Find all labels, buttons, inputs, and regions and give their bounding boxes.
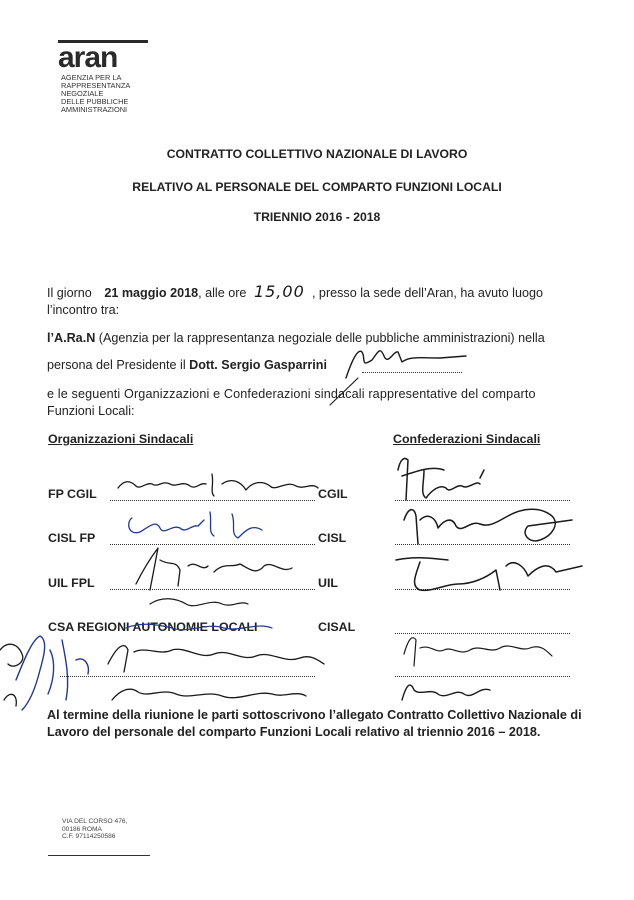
org-signature-line <box>60 676 315 677</box>
org-label-cisl-fp: CISL FP <box>48 531 96 545</box>
footer-divider <box>48 855 150 856</box>
org-signature-line <box>110 544 315 545</box>
agency-line: AMMINISTRAZIONI <box>61 105 128 114</box>
meeting-date: 21 maggio 2018 <box>104 286 199 300</box>
org-label-uil-fpl: UIL FPL <box>48 576 95 590</box>
conf-label-cisal: CISAL <box>318 620 356 634</box>
president-signature-line <box>362 372 462 373</box>
signature-cisl-fp <box>129 512 262 538</box>
document-title-line-2: RELATIVO AL PERSONALE DEL COMPARTO FUNZIONI LOCALI <box>132 180 502 194</box>
conf-signature-line <box>395 676 570 677</box>
org-signature-line <box>110 589 315 590</box>
unions-paragraph: e le seguenti Organizzazioni e Confederazioni sindacali rappresentative del comparto Funzioni Locali: <box>47 387 536 418</box>
aran-paragraph: l’A.Ra.N (Agenzia per la rappresentanza negoziale delle pubbliche amministrazioni) nella persona del Presidente il Dott. Sergio Gasparrini <box>47 331 545 372</box>
svg-text:aran: aran <box>58 41 118 70</box>
intro-paragraph: Il giorno 21 maggio 2018, alle ore 15,00 , presso la sede dell’Aran, ha avuto luogo l’incontro tra: <box>47 282 543 317</box>
conf-signature-line <box>395 633 570 634</box>
document-title-line-1: CONTRATTO COLLETTIVO NAZIONALE DI LAVORO <box>166 147 468 161</box>
signature-uil <box>396 558 582 591</box>
signature-cisl <box>404 509 572 544</box>
conf-label-cgil: CGIL <box>318 487 348 501</box>
aran-logo-wordmark <box>58 40 150 70</box>
organizations-heading: Organizzazioni Sindacali <box>48 432 194 446</box>
conf-signature-line <box>395 544 570 545</box>
org-label-fp-cgil: FP CGIL <box>48 487 97 501</box>
org-label-csa: CSA REGIONI AUTONOMIE LOCALI <box>48 620 258 634</box>
closing-paragraph: Al termine della riunione le parti sottoscrivono l’allegato Contratto Collettivo Nazionale di Lavoro del personale del comparto Funzioni Locali relativo al triennio 2016 – 2018. <box>47 708 582 739</box>
signature-uil-fpl <box>136 548 292 590</box>
document-title-line-3: TRIENNIO 2016 - 2018 <box>253 210 381 224</box>
org-signature-line <box>110 500 315 501</box>
agency-line: AGENZIA PER LA <box>61 73 122 82</box>
signature-left-blue <box>16 636 88 710</box>
meeting-time-handwritten: 15,00 <box>253 282 305 301</box>
conf-signature-line <box>395 500 570 501</box>
agency-address: VIA DEL CORSO 476, 00186 ROMA C.F. 97114250586 <box>62 818 128 840</box>
signature-cisal <box>404 638 552 666</box>
agency-line: NEGOZIALE <box>61 89 104 98</box>
president-name: Dott. Sergio Gasparrini <box>189 358 327 372</box>
conf-label-cisl: CISL <box>318 531 347 545</box>
signature-fp-cgil <box>118 474 318 496</box>
agency-name <box>61 74 130 114</box>
agency-line: RAPPRESENTANZA <box>61 81 131 90</box>
agency-line: DELLE PUBBLICHE <box>61 97 129 106</box>
aran-logo <box>58 40 150 70</box>
conf-label-uil: UIL <box>318 576 338 590</box>
signature-cgil <box>398 458 484 500</box>
confederations-heading: Confederazioni Sindacali <box>393 432 541 446</box>
conf-signature-line <box>395 589 570 590</box>
